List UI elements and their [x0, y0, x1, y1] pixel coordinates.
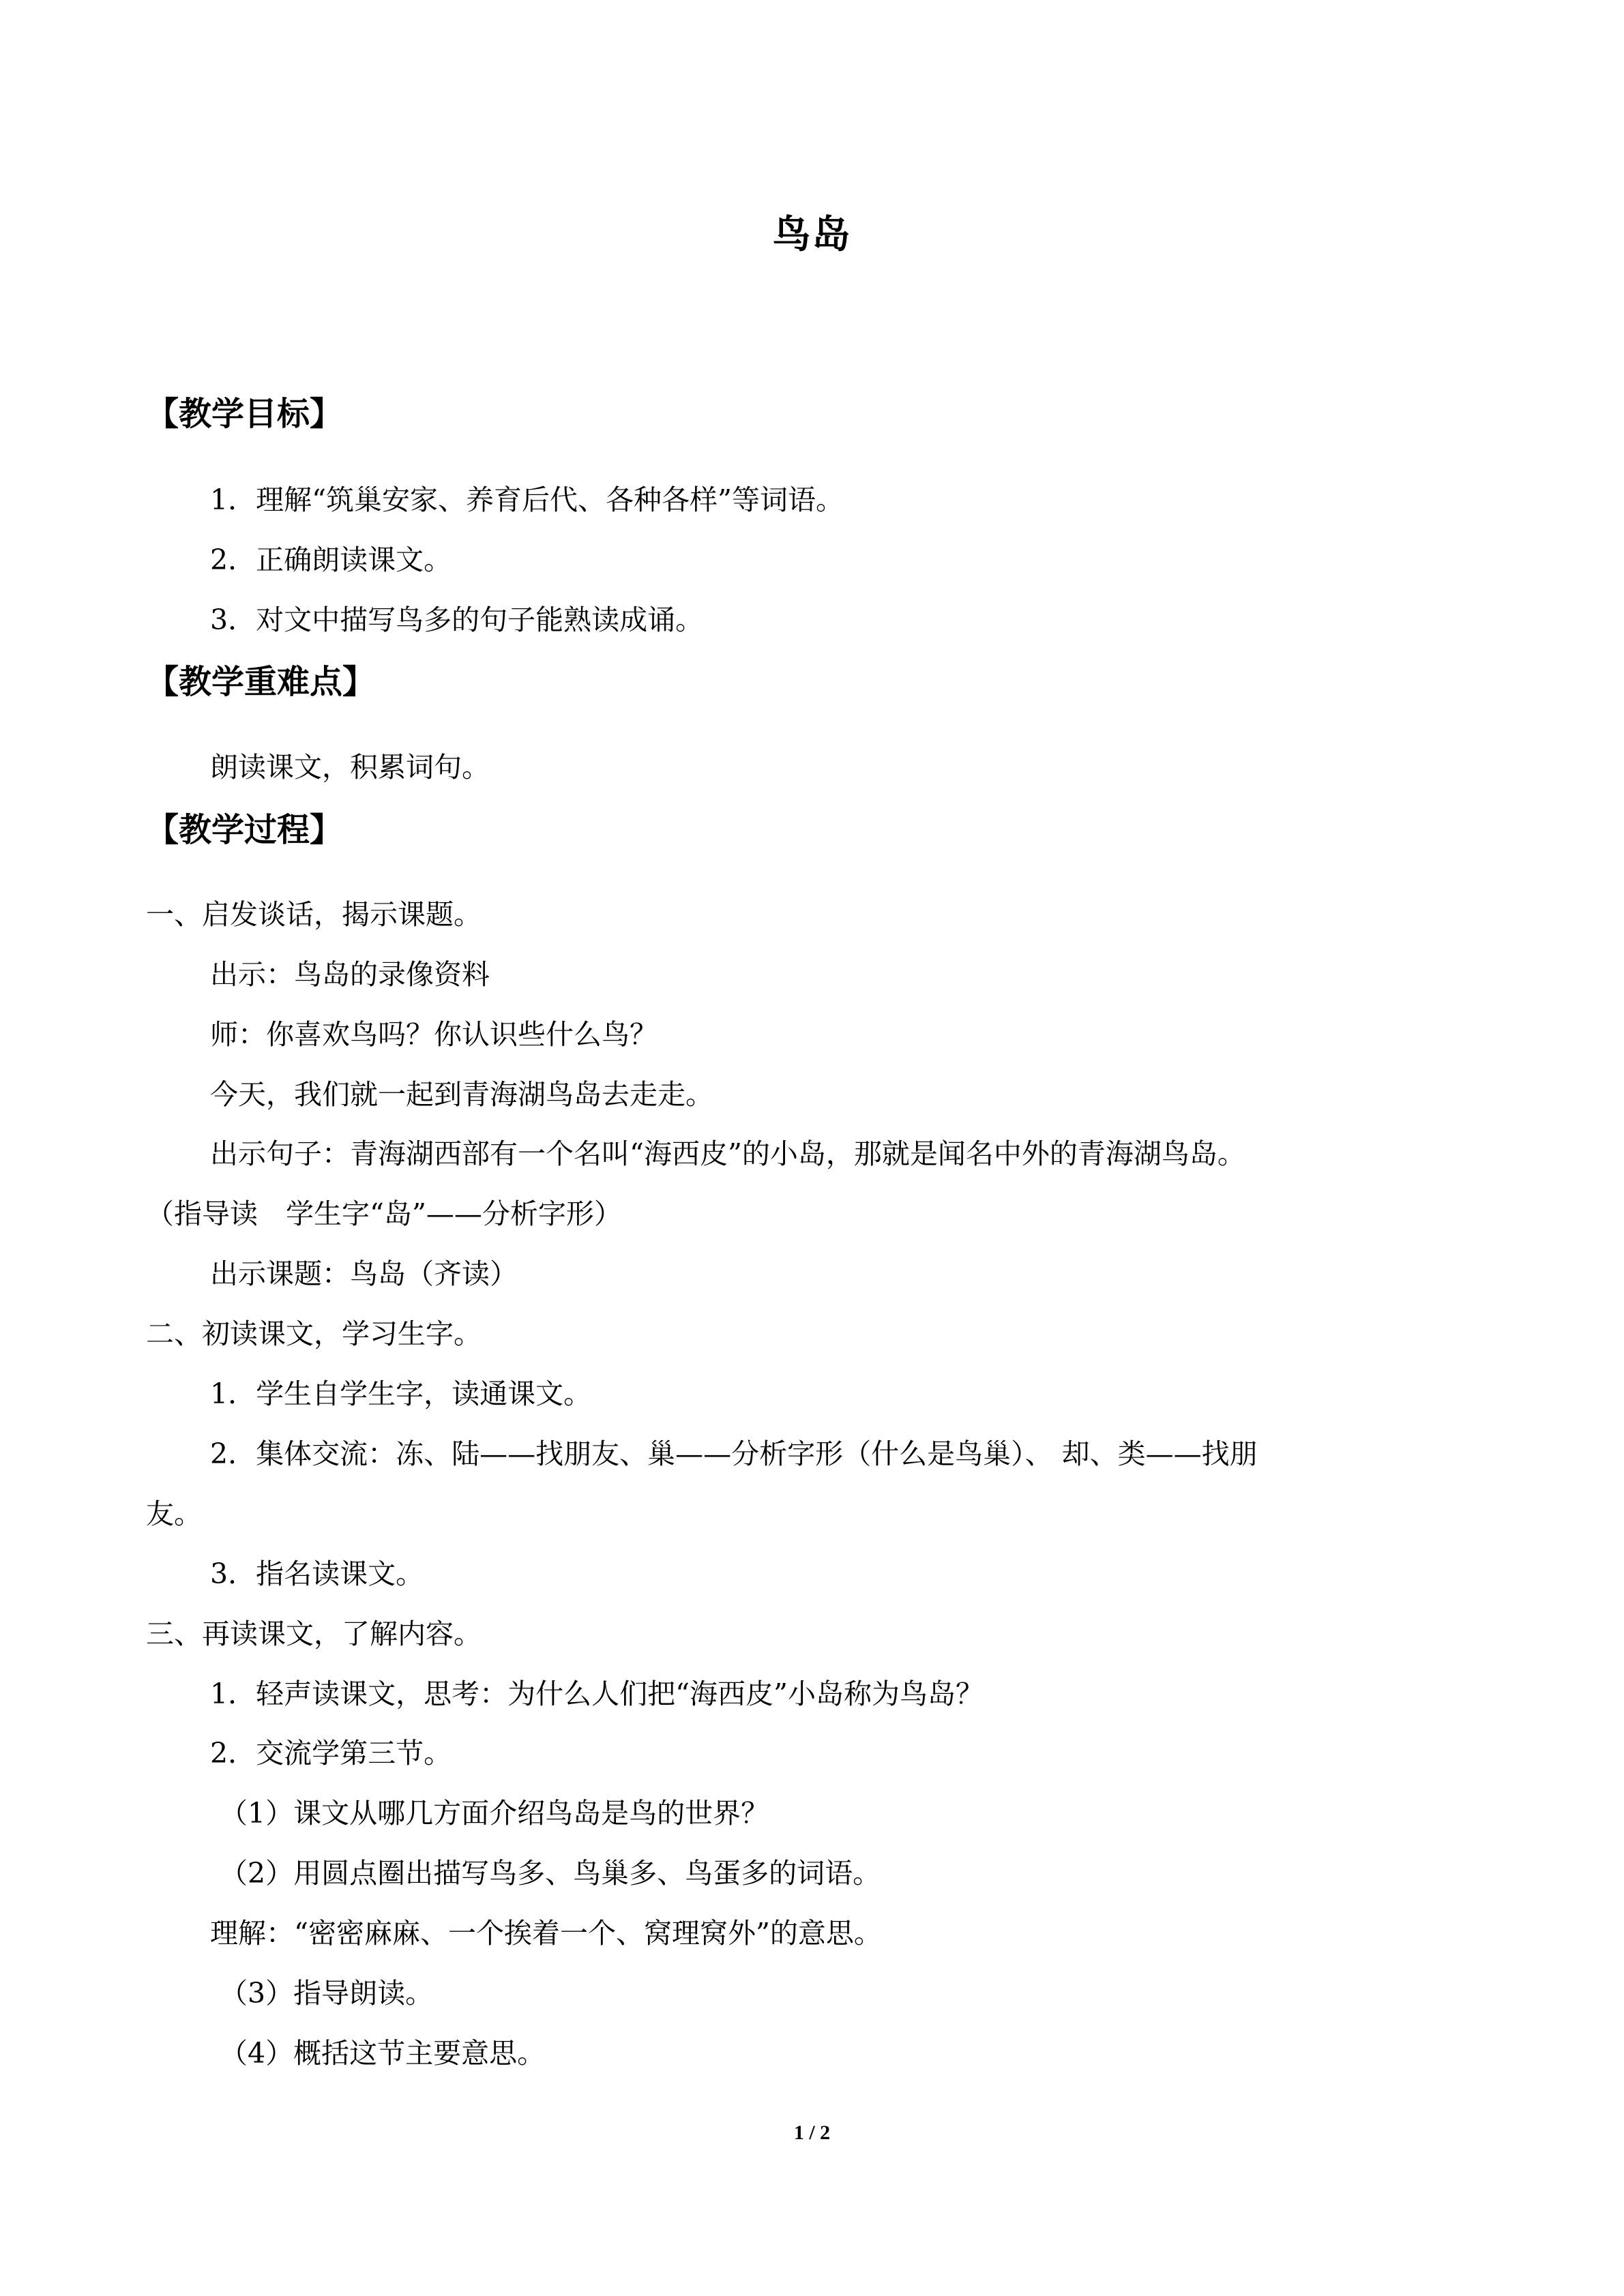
process-line: 二、初读课文，学习生字。: [146, 1317, 482, 1350]
process-line: （4）概括这节主要意思。: [220, 2037, 546, 2070]
document-title: 鸟岛: [772, 213, 852, 257]
key-points-text: 朗读课文，积累词句。: [210, 751, 490, 784]
process-line: （3）指导朗读。: [220, 1977, 434, 2010]
process-line: 一、启发谈话，揭示课题。: [146, 898, 482, 931]
process-line: （1）课文从哪几方面介绍鸟岛是鸟的世界？: [220, 1797, 769, 1830]
process-line: 3．指名读课文。: [210, 1557, 424, 1590]
heading-key-points: 【教学重难点】: [146, 663, 376, 701]
process-line: 2．交流学第三节。: [210, 1737, 452, 1770]
process-line: 友。: [146, 1497, 202, 1530]
heading-teaching-process: 【教学过程】: [146, 811, 343, 849]
process-line: 理解：“密密麻麻、一个挨着一个、窝理窝外”的意思。: [210, 1917, 882, 1950]
process-line: 今天，我们就一起到青海湖鸟岛去走走。: [210, 1078, 713, 1111]
heading-teaching-goals: 【教学目标】: [146, 395, 343, 433]
goal-item: 3．对文中描写鸟多的句子能熟读成诵。: [210, 603, 704, 636]
process-line: （2）用圆点圈出描写鸟多、鸟巢多、鸟蛋多的词语。: [220, 1857, 881, 1890]
process-line: 三、再读课文，了解内容。: [146, 1617, 482, 1650]
page-number: 1 / 2: [793, 2121, 831, 2144]
goal-item: 1．理解“筑巢安家、养育后代、各种各样”等词语。: [210, 483, 844, 516]
process-line: 1．轻声读课文，思考：为什么人们把“海西皮”小岛称为鸟岛？: [210, 1678, 984, 1710]
goal-item: 2．正确朗读课文。: [210, 543, 452, 576]
process-line: （指导读 学生字“岛”——分析字形）: [146, 1197, 622, 1230]
process-line: 出示课题：鸟岛（齐读）: [210, 1257, 518, 1290]
process-line: 师：你喜欢鸟吗？你认识些什么鸟？: [210, 1018, 658, 1051]
process-line: 2．集体交流：冻、陆——找朋友、巢——分析字形（什么是鸟巢）、 却、类——找朋: [210, 1437, 1258, 1470]
process-line: 出示句子：青海湖西部有一个名叫“海西皮”的小岛，那就是闻名中外的青海湖鸟岛。: [210, 1137, 1245, 1170]
process-line: 1．学生自学生字，读通课文。: [210, 1377, 592, 1410]
process-line: 出示：鸟岛的录像资料: [210, 958, 490, 991]
